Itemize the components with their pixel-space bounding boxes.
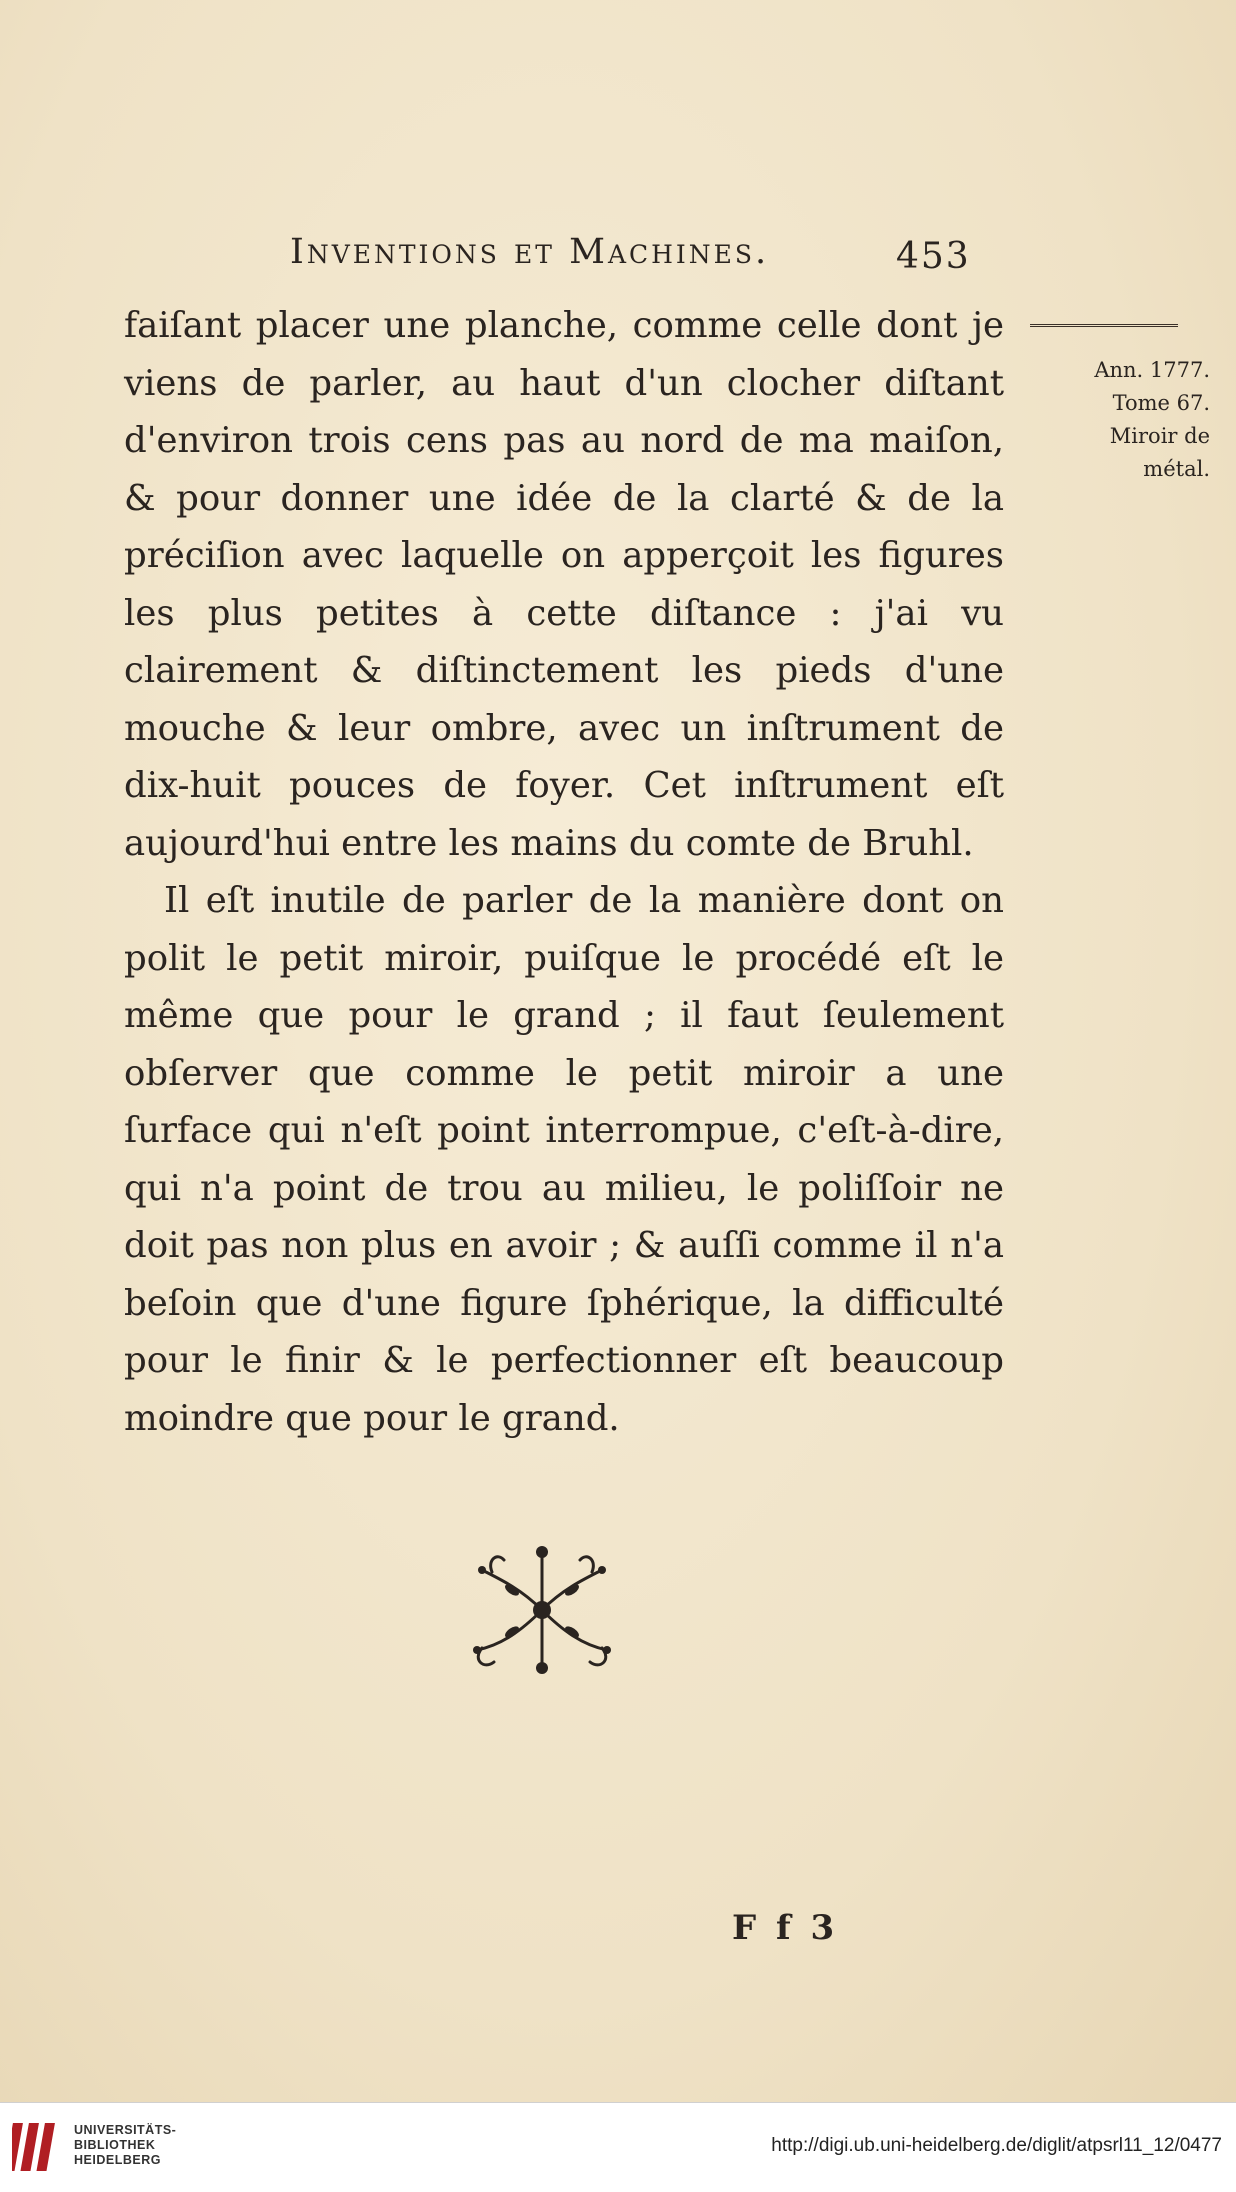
- margin-note: [1010, 354, 1210, 486]
- running-head-title: Inventions et Machines.: [290, 232, 770, 272]
- library-name-line-1: UNIVERSITÄTS-: [74, 2123, 177, 2137]
- paragraph-2: Il eſt inutile de parler de la manière dont on polit le petit miroir, puiſque le procédé eſt le même que pour le grand ; il faut ſeulement obſerver que comme le petit miroir a une ſurface qui n'eſt point interrompue, c'eſt-à-dire, qui n'a point de trou au milieu, le poliſſoir ne doit pas non plus en avoir ; & auſſi comme il n'a beſoin que d'une figure ſphérique, la difficulté pour le finir & le perfectionner eſt beaucoup moindre que pour le grand.: [124, 880, 1004, 1439]
- university-library-logo-icon: [12, 2117, 68, 2177]
- margin-note-subject-1: Miroir de: [1109, 424, 1210, 448]
- library-name-line-3: HEIDELBERG: [74, 2153, 161, 2167]
- margin-note-year: Ann. 1777.: [1094, 358, 1210, 382]
- floral-ornament-icon: [452, 1530, 632, 1690]
- library-name: [74, 2123, 176, 2168]
- page-number: 453: [896, 236, 971, 277]
- margin-rule: [1030, 324, 1178, 327]
- footer-bar: [0, 2102, 1236, 2192]
- source-url-link[interactable]: http://digi.ub.uni-heidelberg.de/diglit/atpsrl11_12/0477: [771, 2135, 1222, 2156]
- running-head: [0, 232, 1236, 292]
- margin-note-volume: Tome 67.: [1112, 391, 1210, 415]
- signature-mark: F f 3: [732, 1908, 839, 1948]
- library-name-line-2: BIBLIOTHEK: [74, 2138, 156, 2152]
- margin-note-subject-2: métal.: [1143, 457, 1210, 481]
- body-text: [124, 297, 1004, 1447]
- paragraph-1: faiſant placer une planche, comme celle dont je viens de parler, au haut d'un clocher diſtant d'environ trois cens pas au nord de ma maiſon, & pour donner une idée de la clarté & de la préciſion avec laquelle on apperçoit les figures les plus petites à cette diſtance : j'ai vu clairement & diſtinctement les pieds d'une mouche & leur ombre, avec un inſtrument de dix-huit pouces de foyer. Cet inſtrument eſt aujourd'hui entre les mains du comte de Bruhl.: [124, 305, 1004, 864]
